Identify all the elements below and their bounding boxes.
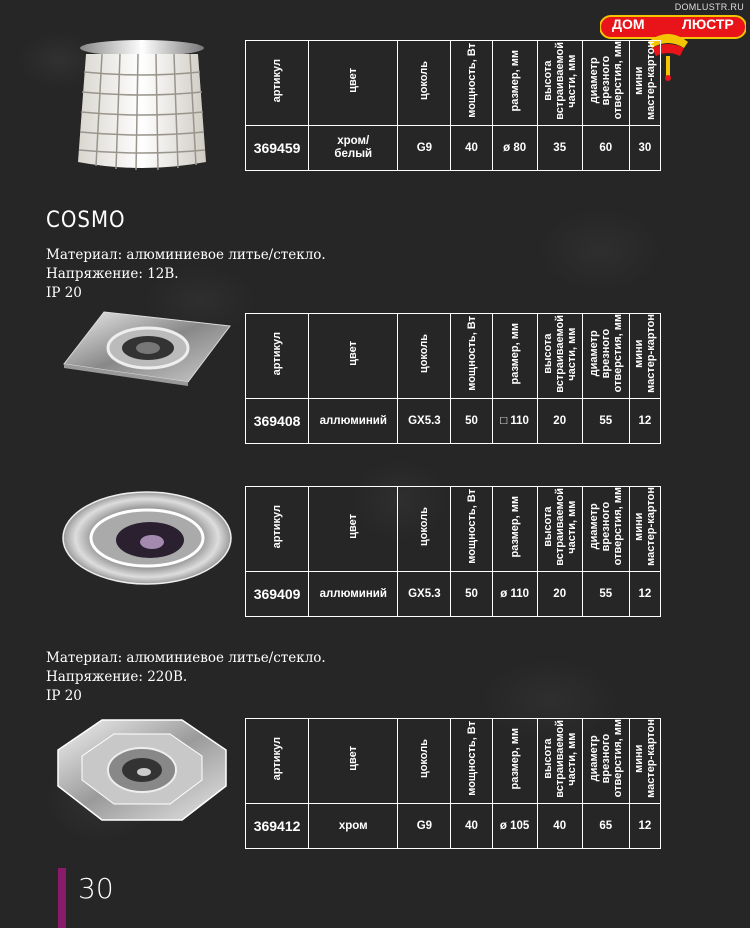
spec-table-369408 (245, 313, 661, 444)
header-height: высота встраиваемой части, мм (541, 41, 578, 120)
info-block-12v (46, 246, 326, 303)
cell-color: аллюминий (309, 571, 398, 616)
cell-height: 40 (537, 803, 582, 848)
header-power: мощность, Вт (465, 721, 478, 796)
cell-carton: 12 (629, 571, 660, 616)
cell-color: хром/ белый (309, 125, 398, 170)
header-diameter: диаметр врезного отверстия, мм (587, 314, 624, 393)
cell-carton: 12 (629, 803, 660, 848)
cell-size: ø 110 (492, 571, 537, 616)
cell-diameter: 55 (582, 571, 629, 616)
cell-socket: GX5.3 (398, 398, 451, 443)
info-ip: IP 20 (46, 688, 82, 704)
header-color: цвет (347, 68, 360, 93)
header-color: цвет (347, 341, 360, 366)
cell-height: 20 (537, 571, 582, 616)
header-power: мощность, Вт (465, 43, 478, 118)
header-size: размер, мм (508, 49, 521, 112)
header-socket: цоколь (418, 738, 431, 778)
logo-word1: ДОМ (612, 16, 645, 32)
header-size: размер, мм (508, 727, 521, 790)
info-material: Материал: алюминиевое литье/стекло. (46, 247, 326, 263)
header-power: мощность, Вт (465, 489, 478, 564)
lamp-image-369459 (72, 36, 212, 176)
header-diameter: диаметр врезного отверстия, мм (587, 41, 624, 120)
cell-diameter: 65 (582, 803, 629, 848)
cell-article: 369408 (246, 398, 309, 443)
cell-power: 40 (451, 125, 492, 170)
header-color: цвет (347, 746, 360, 771)
header-carton: мини мастер-картон (632, 487, 657, 566)
header-height: высота встраиваемой части, мм (541, 487, 578, 566)
info-voltage: Напряжение: 220В. (46, 669, 188, 685)
cell-socket: G9 (398, 125, 451, 170)
cell-color: аллюминий (309, 398, 398, 443)
lamp-image-369412 (52, 716, 232, 826)
header-diameter: диаметр врезного отверстия, мм (587, 719, 624, 798)
cell-size: ø 80 (492, 125, 537, 170)
header-article: артикул (271, 736, 284, 781)
cell-diameter: 60 (582, 125, 629, 170)
header-height: высота встраиваемой части, мм (541, 719, 578, 798)
spec-table-369459 (245, 40, 661, 171)
header-color: цвет (347, 514, 360, 539)
header-power: мощность, Вт (465, 316, 478, 391)
info-voltage: Напряжение: 12В. (46, 266, 179, 282)
cell-diameter: 55 (582, 398, 629, 443)
page-number: 30 (78, 872, 114, 905)
spec-table-369409 (245, 486, 661, 617)
info-block-220v (46, 649, 326, 706)
header-carton: мини мастер-картон (632, 41, 657, 120)
cell-size: □ 110 (492, 398, 537, 443)
logo-url: DOMLUSTR.RU (674, 2, 744, 12)
header-socket: цоколь (418, 60, 431, 100)
header-article: артикул (271, 58, 284, 103)
page-accent-bar (58, 868, 66, 928)
cell-socket: G9 (398, 803, 451, 848)
logo-word2: ЛЮСТР (682, 16, 734, 32)
header-socket: цоколь (418, 506, 431, 546)
lamp-image-369408 (60, 308, 232, 386)
info-ip: IP 20 (46, 285, 82, 301)
info-material: Материал: алюминиевое литье/стекло. (46, 650, 326, 666)
cell-height: 20 (537, 398, 582, 443)
header-article: артикул (271, 331, 284, 376)
header-height: высота встраиваемой части, мм (541, 314, 578, 393)
header-size: размер, мм (508, 495, 521, 558)
cell-carton: 30 (629, 125, 660, 170)
cell-power: 40 (451, 803, 492, 848)
cell-power: 50 (451, 571, 492, 616)
cell-power: 50 (451, 398, 492, 443)
header-article: артикул (271, 504, 284, 549)
header-carton: мини мастер-картон (632, 719, 657, 798)
header-size: размер, мм (508, 322, 521, 385)
cell-height: 35 (537, 125, 582, 170)
cell-carton: 12 (629, 398, 660, 443)
section-title: COSMO (46, 208, 126, 233)
header-socket: цоколь (418, 333, 431, 373)
cell-socket: GX5.3 (398, 571, 451, 616)
cell-article: 369459 (246, 125, 309, 170)
cell-article: 369409 (246, 571, 309, 616)
header-carton: мини мастер-картон (632, 314, 657, 393)
cell-color: хром (309, 803, 398, 848)
cell-size: ø 105 (492, 803, 537, 848)
header-diameter: диаметр врезного отверстия, мм (587, 487, 624, 566)
cell-article: 369412 (246, 803, 309, 848)
spec-table-369412 (245, 718, 661, 849)
lamp-image-369409 (62, 486, 232, 586)
